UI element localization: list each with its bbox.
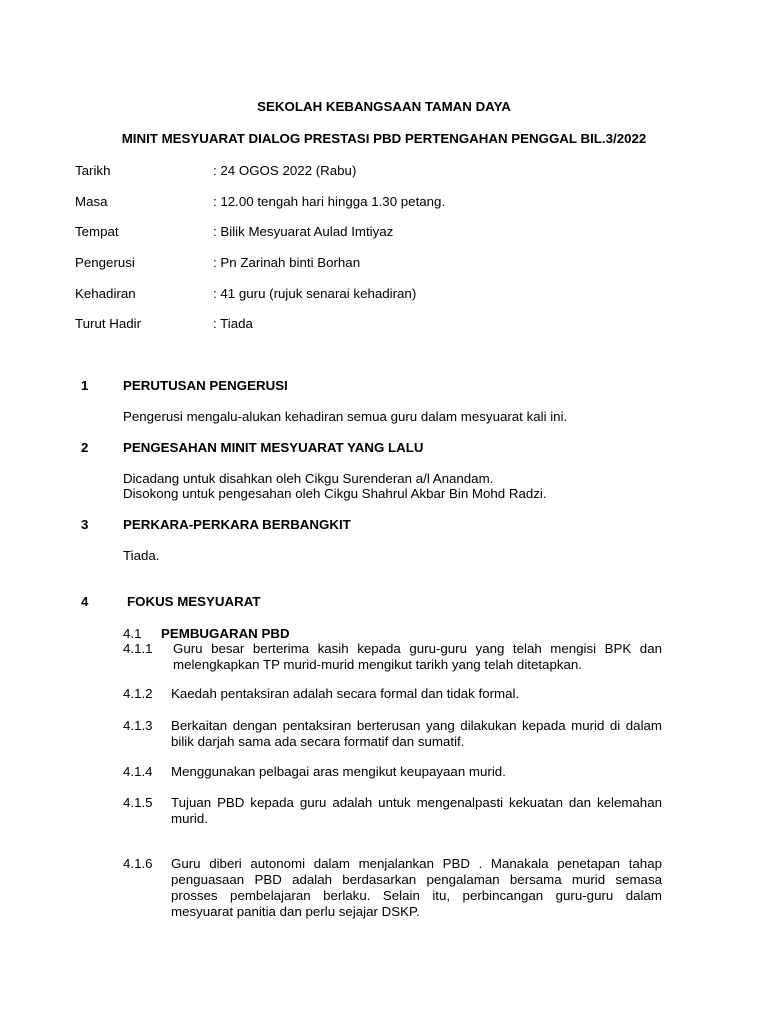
section-title: FOKUS MESYUARAT [127,594,261,609]
item-text: Guru diberi autonomi dalam menjalankan PBD . Manakala penetapan tahap penguasaan PBD adalah berdasarkan pengalaman bersama murid semasa prosses pembelajaran berlaku. Selain itu, perbincangan guru-guru dalam mesyuarat panitia dan perlu sejajar DSKP. [171,856,662,919]
info-label-attendance: Kehadiran [75,286,136,301]
document-title: MINIT MESYUARAT DIALOG PRESTASI PBD PERTENGAHAN PENGGAL BIL.3/2022 [121,131,647,146]
info-label-time: Masa [75,194,108,209]
item-number: 4.1.6 [123,856,153,871]
section-number: 1 [81,378,89,393]
subsection-number: 4.1 [123,626,142,641]
section-title: PENGESAHAN MINIT MESYUARAT YANG LALU [123,440,424,455]
item-number: 4.1.3 [123,718,153,733]
school-name: SEKOLAH KEBANGSAAN TAMAN DAYA [257,99,511,114]
subsection-title: PEMBUGARAN PBD [161,626,290,641]
info-value-time: : 12.00 tengah hari hingga 1.30 petang. [213,194,446,209]
section-body: Pengerusi mengalu-alukan kehadiran semua guru dalam mesyuarat kali ini. [123,409,568,424]
section-body: Disokong untuk pengesahan oleh Cikgu Shahrul Akbar Bin Mohd Radzi. [123,486,547,501]
info-label-chair: Pengerusi [75,255,135,270]
item-text: Menggunakan pelbagai aras mengikut keupayaan murid. [171,764,506,779]
item-text: Kaedah pentaksiran adalah secara formal dan tidak formal. [171,686,520,701]
section-number: 4 [81,594,89,609]
section-number: 3 [81,517,89,532]
info-label-also-present: Turut Hadir [75,316,142,331]
info-value-also-present: : Tiada [213,316,253,331]
section-number: 2 [81,440,89,455]
info-value-chair: : Pn Zarinah binti Borhan [213,255,361,270]
info-value-attendance: : 41 guru (rujuk senarai kehadiran) [213,286,417,301]
item-number: 4.1.1 [123,641,153,656]
info-label-date: Tarikh [75,163,111,178]
info-value-venue: : Bilik Mesyuarat Aulad Imtiyaz [213,224,394,239]
section-body: Tiada. [123,548,160,563]
section-title: PERKARA-PERKARA BERBANGKIT [123,517,351,532]
item-text: Berkaitan dengan pentaksiran berterusan yang dilakukan kepada murid di dalam bilik darjah sama ada secara formatif dan sumatif. [171,718,662,749]
item-number: 4.1.4 [123,764,153,779]
info-value-date: : 24 OGOS 2022 (Rabu) [213,163,357,178]
item-text: Tujuan PBD kepada guru adalah untuk mengenalpasti kekuatan dan kelemahan murid. [171,795,662,826]
item-number: 4.1.2 [123,686,153,701]
info-label-venue: Tempat [75,224,119,239]
item-text: Guru besar berterima kasih kepada guru-guru yang telah mengisi BPK dan melengkapkan TP murid-murid mengikut tarikh yang telah ditetapkan. [173,641,662,672]
section-body: Dicadang untuk disahkan oleh Cikgu Surenderan a/l Anandam. [123,471,494,486]
item-number: 4.1.5 [123,795,153,810]
section-title: PERUTUSAN PENGERUSI [123,378,288,393]
